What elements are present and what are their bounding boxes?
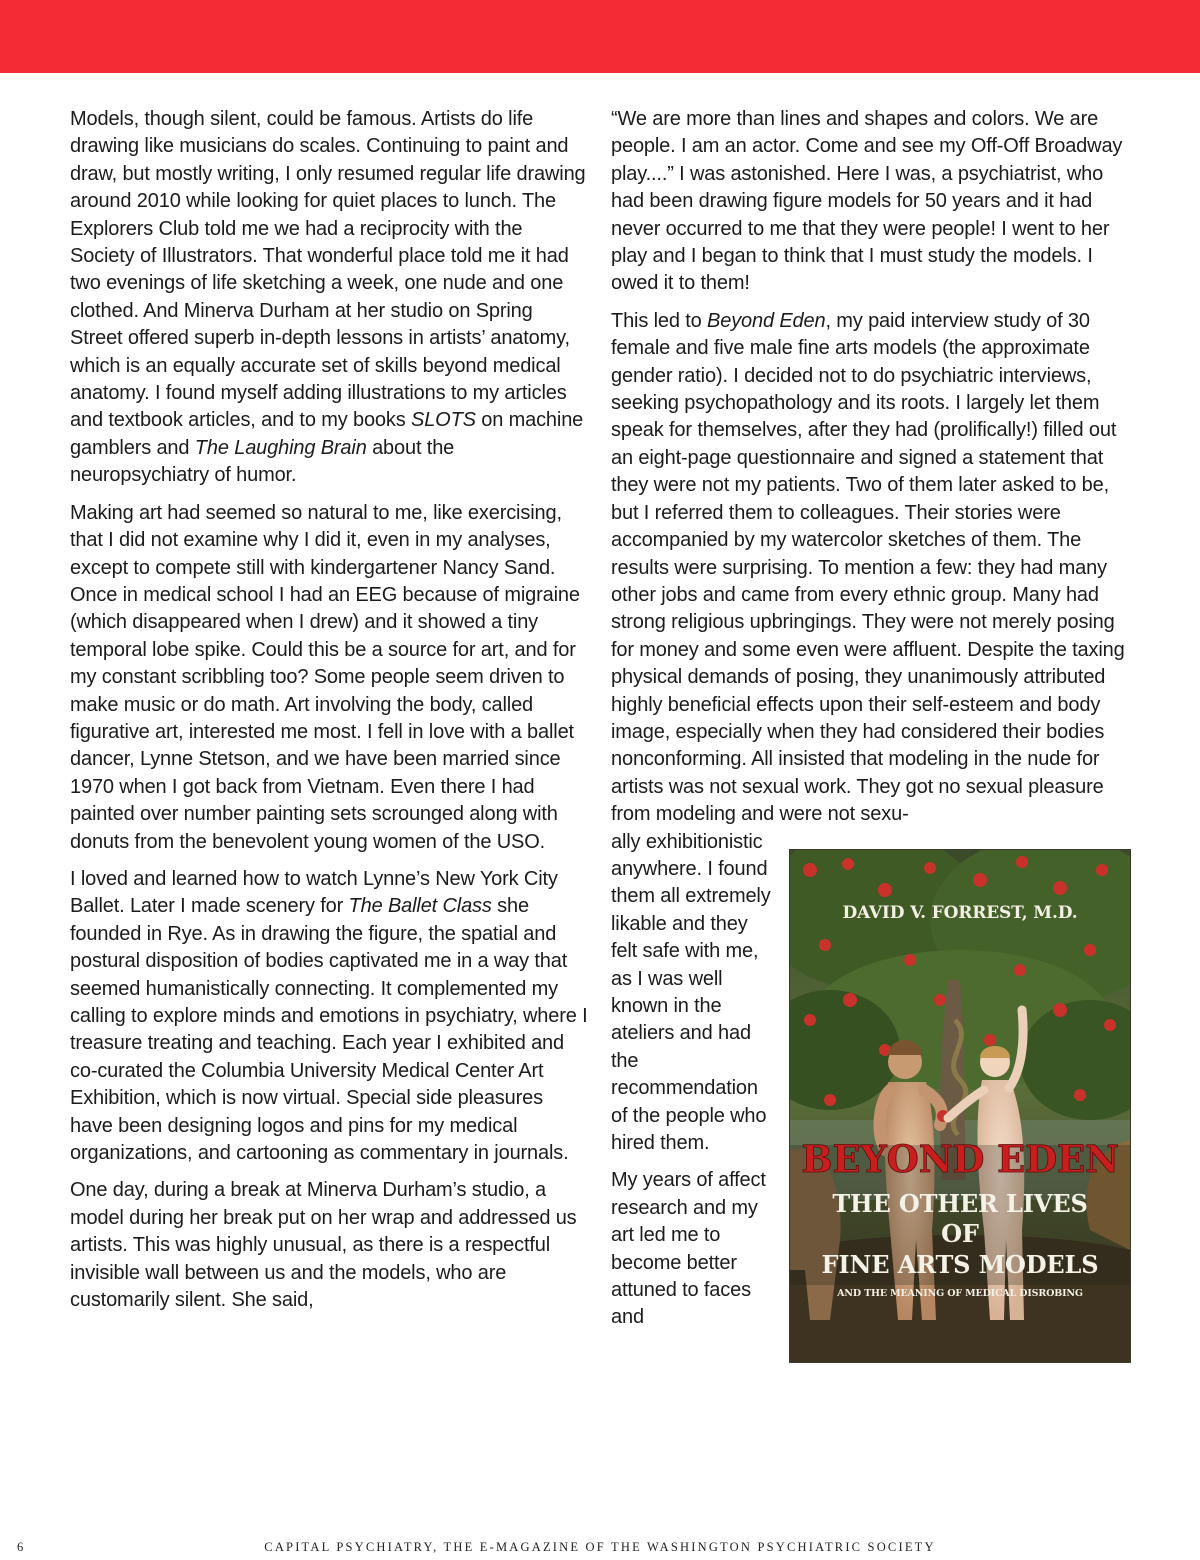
book-subtitle: AND THE MEANING OF MEDICAL DISROBING xyxy=(837,1287,1083,1299)
paragraph: I loved and learned how to watch Lynne’s New York City Ballet. Later I made scenery for The Ballet Class she founded in Rye. As in drawing the figure, the spatial and postural disposition of bodies captivated me in a way that seemed humanistically connecting. It complemented my calling to explore minds and emotions in psychiatry, where I treasure treating and teaching. Each year I exhibited and co-curated the Columbia University Medical Center Art Exhibition, which is now virtual. Special side pleasures have been designing logos and pins for my medical organizations, and cartooning as commentary in journals. xyxy=(70,867,588,1165)
page-number: 6 xyxy=(17,1540,24,1554)
left-column xyxy=(70,106,588,1324)
header-bar xyxy=(0,0,1200,73)
book-cover-image xyxy=(789,849,1131,1363)
image-wrap-area xyxy=(611,829,1129,1332)
book-title-line3: FINE ARTS MODELS xyxy=(821,1249,1099,1279)
paragraph: One day, during a break at Minerva Durham’s studio, a model during her break put on her wrap and addressed us artists. This was highly unusual, as there is a respectful invisible wall between us and the models, who are customarily silent. She said, xyxy=(70,1179,577,1312)
book-author: DAVID V. FORREST, M.D. xyxy=(842,902,1078,923)
paragraph-wrapped: My years of affect research and my art led me to become better attuned to faces and xyxy=(611,1169,766,1329)
paragraph-wrapped: ally exhibitionistic anywhere. I found them all extremely likable and they felt safe with me, as I was well known in the ateliers and had the recommendation of the people who hired them. xyxy=(611,830,771,1155)
paragraph: This led to Beyond Eden, my paid interview study of 30 female and five male fine arts models (the approximate gender ratio). I decided not to do psychiatric interviews, seeking psychopathology and its roots. I largely let them speak for themselves, after they had (prolifically!) filled out an eight-page questionnaire and signed a statement that they were not my patients. Two of them later asked to be, but I referred them to colleagues. Their stories were accompanied by my watercolor sketches of them. The results were surprising. To mention a few: they had many other jobs and came from every ethnic group. Many had strong religious upbringings. They were not merely posing for money and some even were affluent. Despite the taxing physical demands of posing, they unanimously attributed highly beneficial effects upon their self-esteem and body image, especially when they had considered their bodies nonconforming. All insisted that modeling in the nude for artists was not sexual work. They got no sexual pleasure from modeling and were not sexu- xyxy=(611,309,1125,826)
paragraph: “We are more than lines and shapes and colors. We are people. I am an actor. Come and see my Off-Off Broadway play....” I was astonished. Here I was, a psychiatrist, who had been drawing figure models for 50 years and it had never occurred to me that they were people! I went to her play and I began to think that I must study the models. I owed it to them! xyxy=(611,108,1123,295)
italic-title: SLOTS xyxy=(411,409,476,432)
italic-title: The Laughing Brain xyxy=(194,436,367,459)
book-title-line2: OF xyxy=(941,1218,979,1248)
right-column xyxy=(611,106,1129,1342)
page-footer xyxy=(0,1540,1200,1560)
book-title-line1: THE OTHER LIVES xyxy=(832,1188,1088,1218)
italic-title: The Ballet Class xyxy=(348,895,492,918)
paragraph: Making art had seemed so natural to me, like exercising, that I did not examine why I did it, even in my analyses, except to compete still with kindergartener Nancy Sand. Once in medical school I had an EEG because of migraine (which disappeared when I drew) and it showed a tiny temporal lobe spike. Could this be a source for art, and for my constant scribbling too? Some people seem driven to make music or do math. Art involving the body, called figurative art, interested me most. I fell in love with a ballet dancer, Lynne Stetson, and we have been married since 1970 when I got back from Vietnam. Even there I had painted over number painting sets scrounged along with donuts from the benevolent young women of the USO. xyxy=(70,501,580,853)
book-title-main: BEYOND EDEN xyxy=(801,1136,1119,1181)
italic-title: Beyond Eden xyxy=(707,309,826,332)
publication-title: CAPITAL PSYCHIATRY, THE E-MAGAZINE OF THE WASHINGTON PSYCHIATRIC SOCIETY xyxy=(264,1540,936,1554)
paragraph: Models, though silent, could be famous. Artists do life drawing like musicians do scales. Continuing to paint and draw, but mostly writing, I only resumed regular life drawing around 2010 while looking for quiet places to lunch. The Explorers Club told me we had a reciprocity with the Society of Illustrators. That wonderful place told me it had two evenings of life sketching a week, one nude and one clothed. And Minerva Durham at her studio on Spring Street offered superb in-depth lessons in artists’ anatomy, which is an equally accurate set of skills beyond medical anatomy. I found myself adding illustrations to my articles and textbook articles, and to my books SLOTS on machine gamblers and The Laughing Brain about the neuropsychiatry of humor. xyxy=(70,108,586,487)
